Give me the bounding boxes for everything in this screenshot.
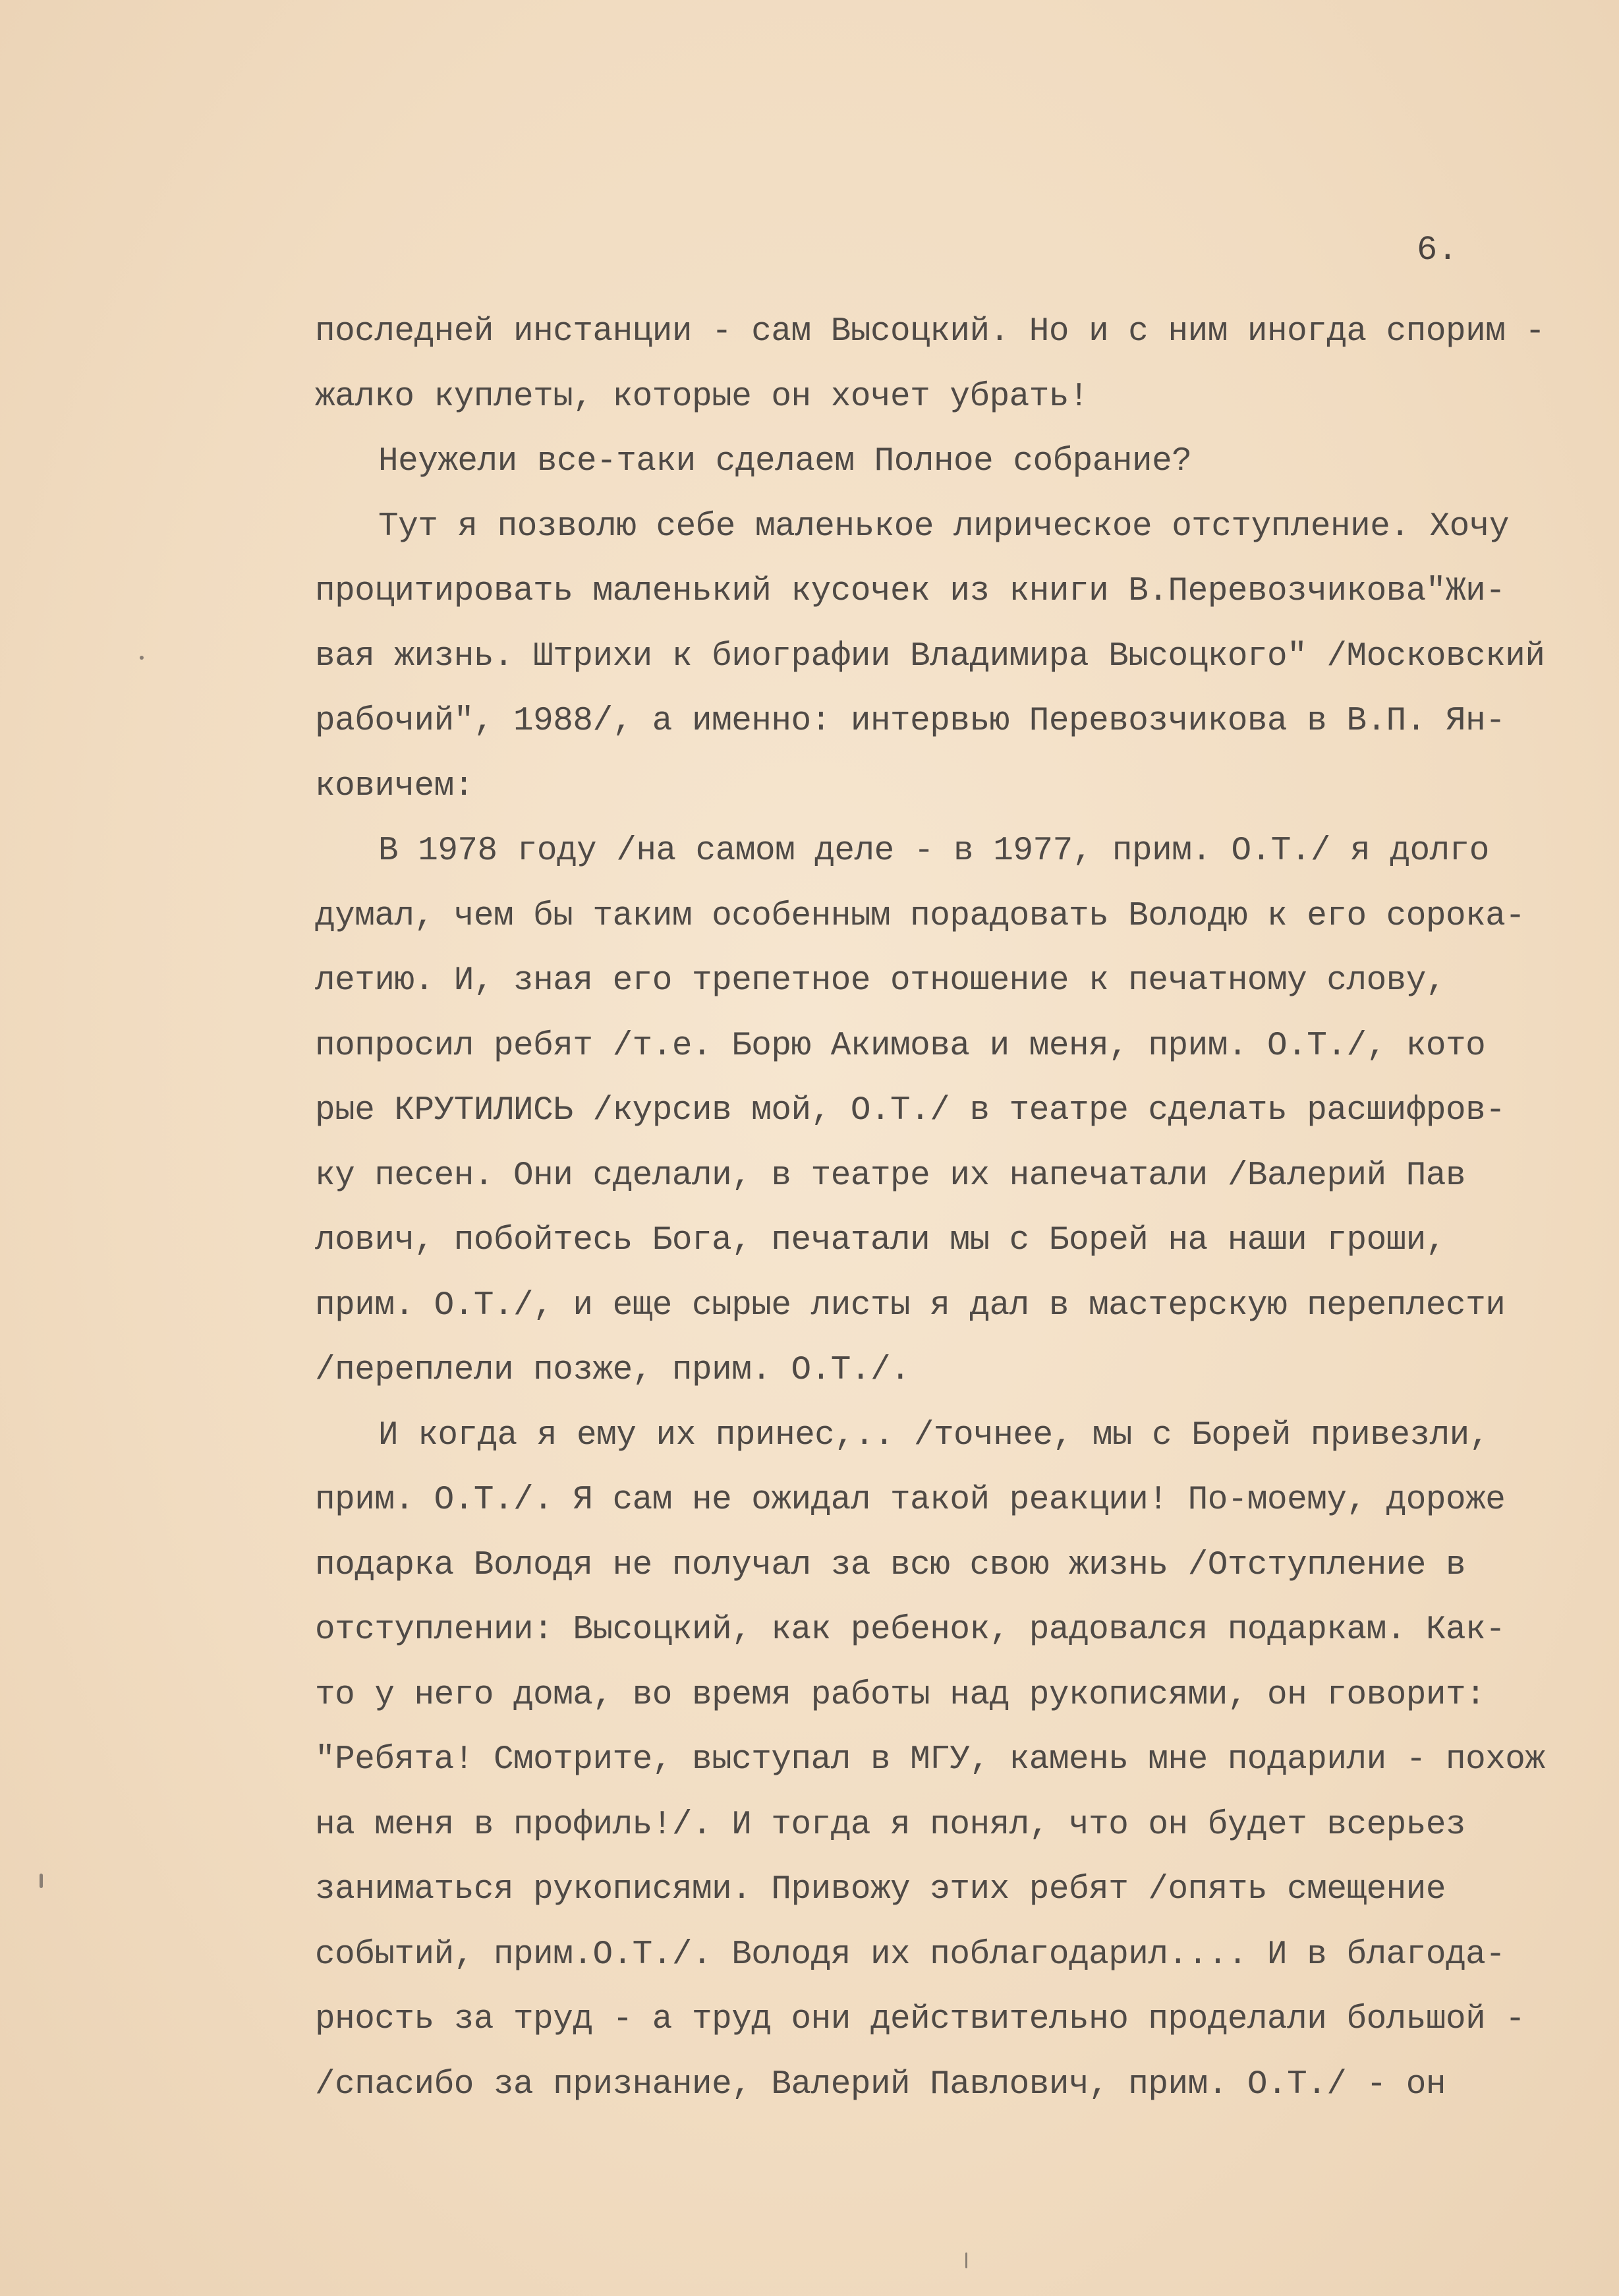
text-line: последней инстанции - сам Высоцкий. Но и с ним иногда спорим - (315, 313, 1545, 351)
text-line: Неужели все-таки сделаем Полное собрание? (378, 443, 1192, 480)
text-line: думал, чем бы таким особенным порадовать Володю к его сорока- (315, 897, 1525, 935)
text-line: летию. И, зная его трепетное отношение к печатному слову, (315, 962, 1446, 1000)
paper-speck (965, 2253, 967, 2268)
text-line: вая жизнь. Штрихи к биографии Владимира Высоцкого" /Московский (315, 637, 1545, 675)
text-line: процитировать маленький кусочек из книги В.Перевозчикова"Жи- (315, 573, 1506, 610)
text-line: ку песен. Они сделали, в театре их напечатали /Валерий Пав (315, 1157, 1466, 1195)
text-line: И когда я ему их принес,.. /точнее, мы с Борей привезли, (378, 1416, 1489, 1454)
text-line: жалко куплеты, которые он хочет убрать! (315, 378, 1089, 416)
paper-speck (140, 656, 144, 660)
text-line: подарка Володя не получал за всю свою жизнь /Отступление в (315, 1546, 1466, 1584)
text-line: В 1978 году /на самом деле - в 1977, прим. О.Т./ я долго (378, 832, 1489, 870)
text-line: на меня в профиль!/. И тогда я понял, что он будет всерьез (315, 1806, 1466, 1844)
text-line: прим. О.Т./, и еще сырые листы я дал в мастерскую переплести (315, 1286, 1506, 1325)
typewritten-text (315, 300, 1580, 2117)
text-line: /спасибо за признание, Валерий Павлович, прим. О.Т./ - он (315, 2065, 1446, 2104)
text-line: попросил ребят /т.е. Борю Акимова и меня, прим. О.Т./, кото (315, 1027, 1486, 1065)
text-line: ковичем: (315, 767, 474, 805)
text-line: /переплели позже, прим. О.Т./. (315, 1352, 911, 1389)
text-line: отступлении: Высоцкий, как ребенок, радовался подаркам. Как- (315, 1611, 1506, 1649)
text-line: "Ребята! Смотрите, выступал в МГУ, камень мне подарили - похож (315, 1741, 1545, 1779)
text-line: событий, прим.О.Т./. Володя их поблагодарил.... И в благода- (315, 1936, 1506, 1974)
text-line: прим. О.Т./. Я сам не ожидал такой реакции! По-моему, дороже (315, 1481, 1506, 1519)
text-line: рабочий", 1988/, а именно: интервью Перевозчикова в В.П. Ян- (315, 703, 1506, 740)
paper-speck (40, 1874, 43, 1888)
text-line: Тут я позволю себе маленькое лирическое отступление. Хочу (378, 507, 1509, 546)
page-number: 6. (1417, 231, 1458, 270)
text-line: лович, побойтесь Бога, печатали мы с Борей на наши гроши, (315, 1222, 1446, 1259)
text-line: то у него дома, во время работы над рукописями, он говорит: (315, 1676, 1486, 1714)
text-line: заниматься рукописями. Привожу этих ребят /опять смещение (315, 1871, 1446, 1909)
text-line: рность за труд - а труд они действительно проделали большой - (315, 2001, 1525, 2038)
text-line: рые КРУТИЛИСЬ /курсив мой, О.Т./ в театре сделать расшифров- (315, 1092, 1506, 1130)
